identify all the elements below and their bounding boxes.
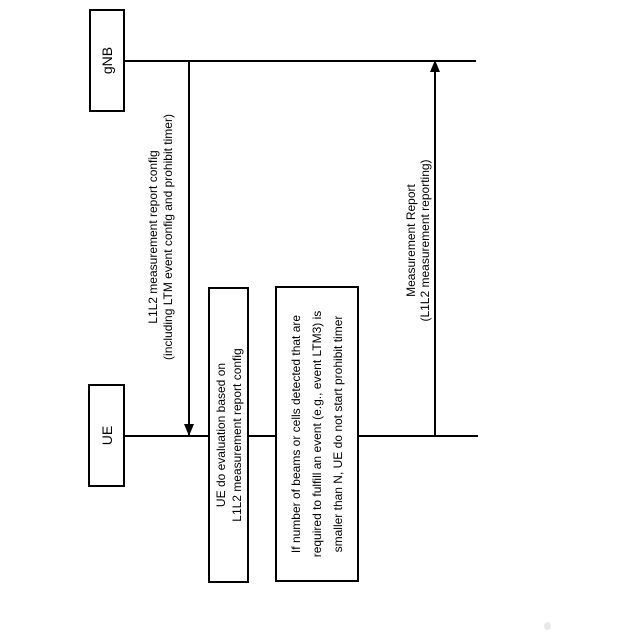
actor-box-ue xyxy=(88,384,125,487)
message-label-report xyxy=(404,93,432,388)
message-label-config-line1: L1L2 measurement report config xyxy=(146,150,160,324)
note-prohibit-timer-line2: required to fulfill an event (e.g., event LTM3) is xyxy=(309,310,324,558)
note-prohibit-timer-line1: If number of beams or cells detected that are xyxy=(288,314,303,554)
arrowhead-icon-report xyxy=(430,60,440,72)
note-ue-evaluation-line2: L1L2 measurement report config xyxy=(229,348,244,522)
actor-label-ue: UE xyxy=(98,425,115,446)
arrowhead-icon-config xyxy=(184,424,194,436)
message-label-config-line2: (including LTM event config and prohibit timer) xyxy=(161,114,175,360)
lifeline-gnb xyxy=(125,60,476,62)
note-prohibit-timer-line3: smaller than N, UE do not start prohibit timer xyxy=(330,315,345,553)
message-line-report xyxy=(434,61,436,436)
actor-box-gnb xyxy=(89,9,125,112)
note-ue-evaluation-line1: UE do evaluation based on xyxy=(213,362,228,508)
message-label-config xyxy=(146,92,176,382)
note-prohibit-timer xyxy=(275,286,359,582)
message-label-report-line2: (L1L2 measurement reporting) xyxy=(418,159,432,322)
message-label-report-line1: Measurement Report xyxy=(404,184,418,297)
message-line-config xyxy=(188,61,190,435)
note-ue-evaluation xyxy=(208,287,249,583)
actor-label-gnb: gNB xyxy=(99,46,115,75)
stray-mark xyxy=(544,622,551,630)
